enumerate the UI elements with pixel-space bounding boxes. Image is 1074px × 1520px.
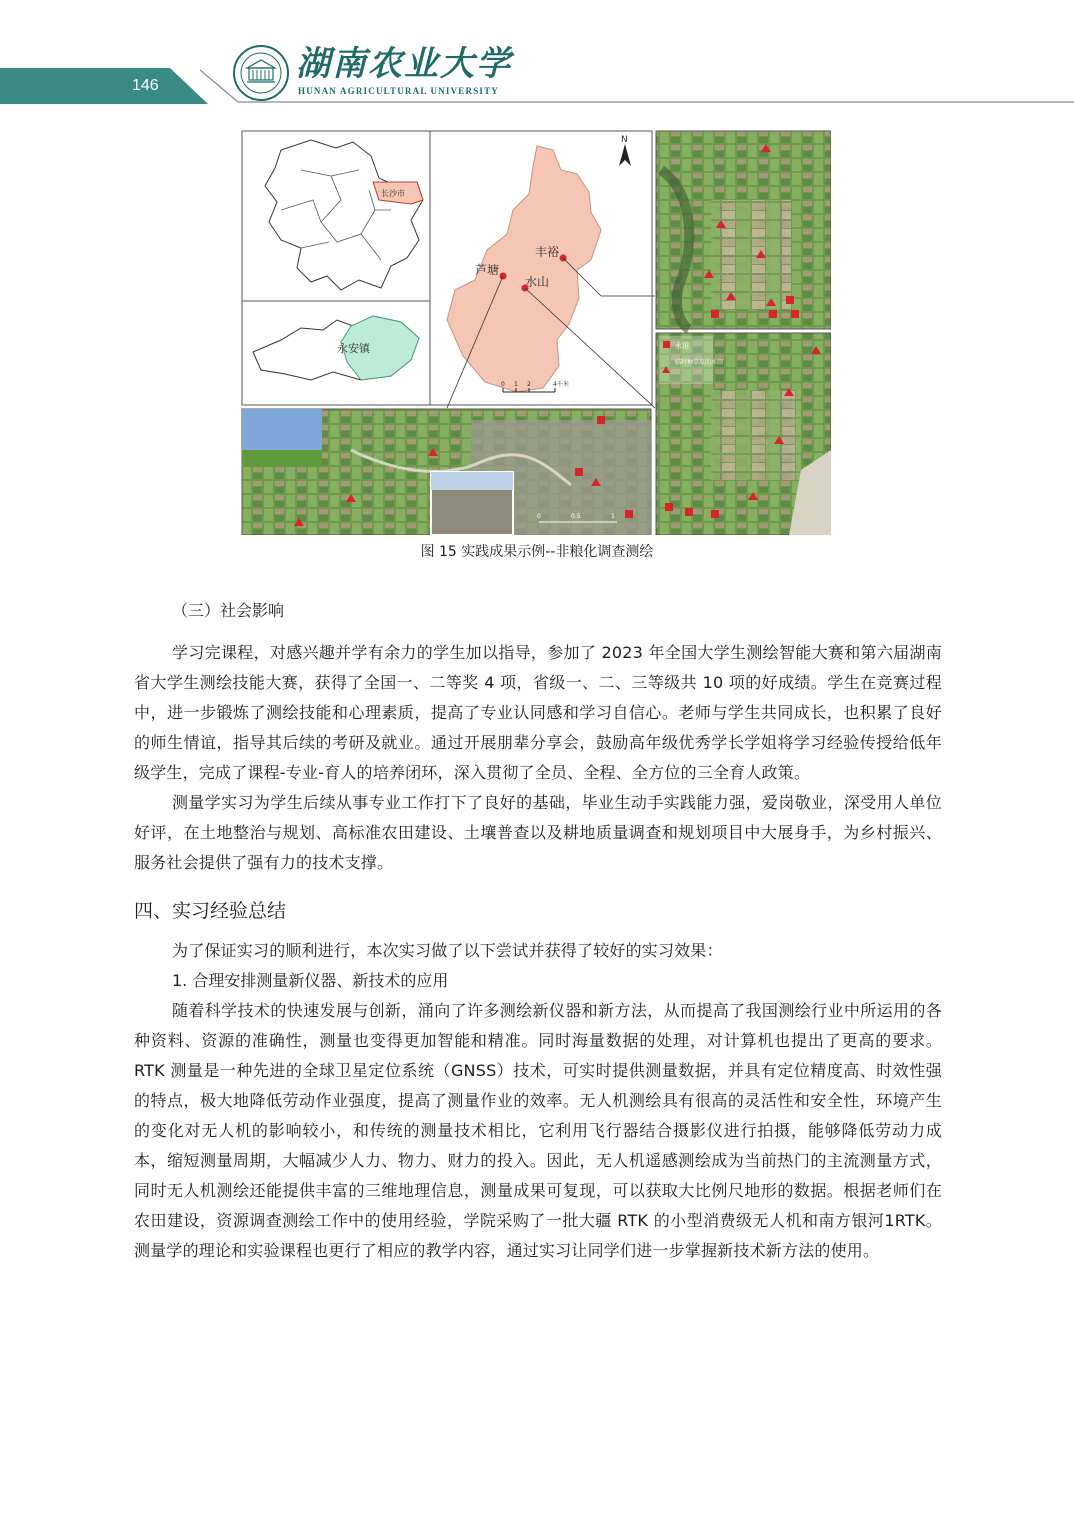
list-item-1: 1. 合理安排测量新仪器、新技术的应用 (172, 971, 449, 990)
svg-text:4千米: 4千米 (553, 381, 569, 388)
label-yongan: 永安镇 (337, 342, 370, 355)
svg-text:1: 1 (611, 513, 615, 520)
label-fengyu: 丰裕 (535, 245, 560, 259)
university-seal-logo (232, 44, 290, 102)
figure-15-composite (241, 130, 831, 535)
header-rule (0, 0, 1074, 110)
north-label: N (621, 135, 628, 145)
figure-caption: 图 15 实践成果示例--非粮化调查测绘 (420, 544, 654, 560)
paragraph-summary-1: 随着科学技术的快速发展与创新，涌向了许多测绘新仪器和新方法，从而提高了我国测绘行业中所运用的各种资料、资源的准确性，测量也变得更加智能和精准。同时海量数据的处理，对计算机也提出了更高的要求。RTK 测量是一种先进的全球卫星定位系统（GNSS）技术，可实时提供测量数据，并具有定位精度高、时效性强的特点，极大地降低劳动作业强度，提高了测量作业的效率。无人机测绘具有很高的灵活性和安全性，环境产生的变化对无人机的影响较小，和传统的测量技术相比，它利用飞行器结合摄影仪进行拍摄，能够降低劳动力成本，缩短测量周期，大幅减少人力、物力、财力的投入。因此，无人机遥感测绘成为当前热门的主流测量方式，同时无人机测绘还能提供丰富的三维地理信息，测量成果可复现，可以获取大比例尺地形的数据。根据老师们在农田建设，资源调查测绘工作中的使用经验，学院采购了一批大疆 RTK 的小型消费级无人机和南方银河1RTK。测量学的理论和实验课程也更行了相应的教学内容，通过实习让同学们进一步掌握新技术新方法的使用。 (134, 1001, 942, 1260)
university-name-cn: 湖南农业大学 (296, 44, 512, 84)
svg-text:0: 0 (501, 381, 505, 388)
label-shuishan: 水山 (525, 275, 550, 289)
panel-aerial-shuishan (656, 333, 831, 535)
photo-field (242, 450, 322, 467)
panel-study-area-map (430, 131, 655, 408)
svg-text:0: 0 (537, 513, 541, 520)
svg-text:1: 1 (514, 381, 518, 388)
panel-town-map (242, 301, 430, 405)
panel-province-map (242, 131, 430, 301)
svg-text:0.5: 0.5 (571, 513, 581, 520)
article-body (134, 598, 942, 1266)
svg-text:2: 2 (527, 381, 531, 388)
legend-paddy: 水田 (675, 342, 689, 350)
figure-15 (241, 130, 831, 535)
heading-social-impact: （三）社会影响 (172, 601, 285, 620)
university-name-en: HUNAN AGRICULTURAL UNIVERSITY (298, 86, 500, 96)
label-lutang: 芦塘 (475, 263, 500, 277)
paragraph-social-1: 学习完课程，对感兴趣并学有余力的学生加以指导，参加了 2023 年全国大学生测绘智能大赛和第六届湖南省大学生测绘技能大赛，获得了全国一、二等奖 4 项，省级一、二、三等级共 10 项的好成绩。学生在竞赛过程中，进一步锻炼了测绘技能和心理素质，提高了专业认同感和学习自信心。老师与学生共同成长，也积累了良好的师生情谊，指导其后续的考研及就业。通过开展朋辈分享会，鼓励高年级优秀学长学姐将学习经验传授给低年级学生，完成了课程-专业-育人的培养闭环，深入贯彻了全员、全程、全方位的三全育人政策。 (134, 643, 942, 782)
label-changsha: 长沙市 (381, 189, 405, 198)
panel-aerial-fengyu (656, 131, 831, 329)
legend-temporary-grass: 临时种草皮的水田 (675, 359, 724, 366)
panel-aerial-lutang (242, 409, 651, 535)
page-number: 146 (132, 77, 159, 94)
heading-experience-summary: 四、实习经验总结 (134, 900, 287, 922)
paragraph-summary-intro: 为了保证实习的顺利进行，本次实习做了以下尝试并获得了较好的实习效果： (172, 941, 723, 960)
paragraph-social-2: 测量学实习为学生后续从事专业工作打下了良好的基础，毕业生动手实践能力强，爱岗敬业，深受用人单位好评，在土地整治与规划、高标准农田建设、土壤普查以及耕地质量调查和规划项目中大展身手，为乡村振兴、服务社会提供了强有力的技术支撑。 (134, 793, 942, 872)
